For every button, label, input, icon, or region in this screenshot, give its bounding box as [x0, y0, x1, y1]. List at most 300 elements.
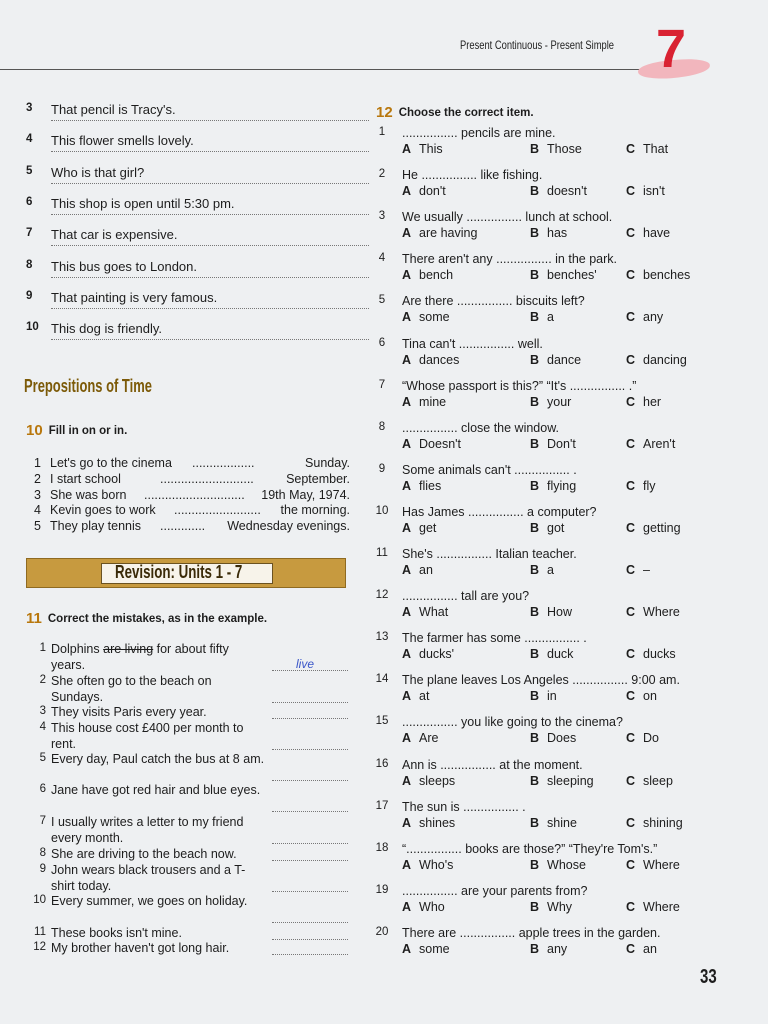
item-number: 7 [39, 815, 46, 827]
item-number: 8 [378, 420, 386, 433]
item-number: 7 [26, 227, 33, 240]
option-letter: C [626, 605, 636, 620]
option-text: Those [547, 142, 582, 156]
option-letter: C [626, 310, 636, 325]
mistake-sentence [51, 941, 266, 957]
item-number: 17 [375, 799, 389, 812]
option-letter: C [626, 689, 636, 704]
option-c [626, 816, 683, 830]
option-c [626, 647, 676, 661]
answer-line [272, 780, 348, 781]
option-letter: C [626, 941, 636, 956]
item-number: 15 [375, 715, 389, 728]
option-text: mine [419, 394, 447, 409]
mistake-sentence [51, 783, 266, 799]
option-text: in [547, 689, 557, 704]
sentence-part: I usually writes a letter to my friend every month. [51, 815, 244, 845]
header-title: Present Continuous - Present Simple [460, 38, 615, 52]
option-text: a [547, 310, 554, 325]
option-b [530, 647, 573, 661]
answer-line [272, 860, 348, 861]
sentence-start: I start school [50, 471, 121, 486]
option-b [530, 353, 581, 367]
option-c [626, 353, 687, 367]
option-b [530, 479, 576, 493]
option-text: That [643, 142, 669, 156]
option-letter: A [402, 899, 412, 914]
option-b [530, 816, 577, 830]
item-number: 12 [33, 941, 46, 953]
mistake-sentence [51, 894, 266, 910]
option-a [402, 605, 448, 619]
sentence-text: This bus goes to London. [51, 258, 197, 274]
item-number: 4 [34, 503, 41, 518]
question-text: He ................ like fishing. [402, 168, 543, 183]
option-text: isn't [643, 184, 665, 199]
item-number: 5 [378, 294, 386, 307]
option-b [530, 605, 572, 619]
answer-line [51, 116, 369, 121]
item-number: 14 [375, 673, 389, 686]
option-a [402, 563, 433, 577]
option-letter: B [530, 605, 540, 620]
sentence-part: These books isn't mine. [51, 926, 182, 940]
option-c [626, 689, 657, 703]
option-text: dancing [643, 352, 687, 367]
option-letter: B [530, 184, 540, 199]
option-letter: C [626, 563, 636, 577]
sentence-text: This flower smells lovely. [51, 133, 194, 149]
option-text: Whose [547, 857, 586, 872]
option-a [402, 395, 446, 409]
option-letter: A [402, 773, 412, 788]
item-number: 3 [26, 102, 33, 114]
option-b [530, 774, 594, 788]
option-text: are having [419, 226, 478, 241]
sentence-part: John wears black trousers and a T-shirt today. [51, 863, 246, 893]
option-text: getting [643, 520, 681, 535]
page-number: 33 [700, 966, 717, 988]
option-letter: A [402, 689, 412, 704]
item-number: 3 [378, 210, 386, 223]
option-a [402, 774, 455, 788]
option-letter: C [626, 394, 636, 409]
option-text: get [419, 520, 437, 535]
option-letter: C [626, 815, 636, 830]
answer-line [272, 749, 348, 750]
item-number: 4 [378, 252, 386, 265]
option-letter: B [530, 773, 540, 788]
sentence-part: Jane have got red hair and blue eyes. [51, 783, 261, 797]
item-number: 2 [34, 471, 41, 486]
item-number: 2 [378, 168, 386, 181]
option-text: benches [643, 268, 691, 283]
sentence-part: She are driving to the beach now. [51, 847, 237, 861]
option-text: an [643, 941, 657, 956]
unit-badge [630, 19, 714, 86]
option-c [626, 268, 690, 282]
item-number: 10 [33, 894, 46, 906]
answer-dots: ............. [160, 519, 206, 534]
option-text: dance [547, 352, 582, 367]
option-letter: B [530, 436, 540, 451]
sentence-part: My brother haven't got long hair. [51, 941, 230, 955]
item-number: 9 [39, 863, 46, 875]
option-text: Where [643, 605, 680, 620]
option-text: benches' [547, 268, 597, 283]
question-text: ................ close the window. [402, 420, 560, 435]
answer-line [272, 922, 348, 923]
option-text: bench [419, 268, 454, 283]
option-letter: C [626, 436, 636, 451]
item-number: 5 [26, 164, 33, 177]
item-number: 1 [39, 642, 46, 654]
option-text: duck [547, 647, 574, 662]
option-letter: B [530, 941, 540, 956]
exercise-11-instruction: Correct the mistakes, as in the example. [47, 613, 268, 625]
item-number: 8 [39, 847, 46, 859]
option-letter: C [626, 731, 636, 746]
sentence-end: 19th May, 1974. [261, 487, 350, 502]
option-text: shining [643, 815, 683, 830]
option-letter: C [626, 268, 636, 283]
item-number: 6 [378, 336, 386, 349]
option-a [402, 226, 477, 240]
mistake-sentence [51, 752, 266, 768]
option-text: flies [419, 478, 442, 493]
option-text: Are [419, 731, 439, 746]
option-letter: B [530, 815, 540, 830]
item-number: 20 [375, 925, 389, 938]
option-c [626, 605, 680, 619]
option-letter: B [530, 857, 540, 872]
option-text: Doesn't [419, 436, 462, 451]
exercise-10-heading [26, 422, 127, 439]
example-answer: live [296, 657, 315, 671]
option-letter: C [626, 226, 636, 241]
option-text: any [547, 941, 568, 956]
option-text: got [547, 520, 565, 535]
option-letter: A [402, 184, 412, 199]
question-text: ................ you like going to the cinema? [402, 715, 623, 730]
option-a [402, 521, 436, 535]
option-letter: C [626, 184, 636, 199]
mistake-sentence [51, 674, 266, 705]
item-number: 4 [26, 133, 33, 146]
question-text: The sun is ................ . [402, 799, 526, 814]
sentence-start: Kevin goes to work [50, 503, 156, 518]
option-letter: A [402, 857, 412, 872]
sentence-part: This house cost £400 per month to rent. [51, 721, 244, 751]
option-letter: C [626, 773, 636, 788]
revision-title: Revision: Units 1 - 7 [115, 562, 243, 582]
answer-line [51, 241, 369, 246]
option-text: Where [643, 857, 680, 872]
option-letter: A [402, 647, 412, 662]
item-number: 13 [375, 631, 389, 644]
option-letter: A [402, 268, 412, 283]
question-text: There are ................ apple trees in the garden. [402, 925, 661, 940]
option-text: dances [419, 352, 460, 367]
option-a [402, 858, 453, 872]
item-number: 12 [375, 589, 389, 602]
fill-in-item [34, 456, 350, 472]
option-letter: B [530, 226, 540, 241]
answer-line [272, 954, 348, 955]
option-letter: B [530, 142, 540, 156]
exercise-10-instruction: Fill in on or in. [48, 425, 128, 437]
option-letter: A [402, 394, 412, 409]
option-letter: C [626, 899, 636, 914]
item-number: 3 [39, 705, 46, 717]
item-number: 5 [34, 519, 41, 534]
option-letter: B [530, 310, 540, 325]
sentence-text: That car is expensive. [51, 227, 178, 243]
option-text: Do [643, 731, 660, 746]
option-b [530, 268, 597, 282]
option-b [530, 689, 557, 703]
option-b [530, 226, 567, 240]
option-letter: B [530, 478, 540, 493]
exercise-10-number: 10 [26, 422, 43, 439]
option-letter: A [402, 731, 412, 746]
item-number: 16 [375, 757, 389, 770]
sentence-part: She often go to the beach on Sundays. [51, 674, 212, 704]
option-b [530, 900, 572, 914]
answer-line [272, 718, 348, 719]
option-a [402, 310, 450, 324]
answer-dots: ............................. [144, 487, 245, 502]
question-text: ................ are your parents from? [402, 883, 588, 898]
option-text: sleeps [419, 773, 456, 788]
page-header [0, 0, 768, 90]
option-letter: B [530, 268, 540, 283]
option-text: Don't [547, 436, 576, 451]
option-b [530, 142, 582, 156]
option-text: at [419, 689, 430, 704]
item-number: 10 [26, 321, 39, 334]
exercise-12-instruction: Choose the correct item. [398, 107, 534, 119]
option-text: Aren't [643, 436, 676, 451]
item-number: 11 [376, 547, 388, 559]
question-text: We usually ................ lunch at school. [402, 210, 613, 225]
answer-line [51, 179, 369, 184]
option-a [402, 479, 441, 493]
answer-line [51, 335, 369, 340]
mistake-sentence [51, 705, 266, 721]
option-letter: C [626, 142, 636, 156]
option-text: on [643, 689, 657, 704]
option-c [626, 858, 680, 872]
mistake-sentence [51, 926, 266, 942]
item-number: 4 [39, 721, 46, 733]
option-a [402, 647, 454, 661]
option-text: some [419, 310, 450, 325]
sentence-start: She was born [50, 487, 127, 502]
option-text: What [419, 605, 449, 620]
option-letter: A [402, 605, 412, 620]
item-number: 10 [375, 504, 389, 517]
option-b [530, 942, 567, 956]
exercise-12-heading [376, 104, 534, 121]
option-text: sleeping [547, 773, 594, 788]
option-b [530, 858, 586, 872]
option-a [402, 731, 438, 745]
option-letter: C [626, 520, 636, 535]
mistake-sentence [51, 721, 266, 752]
item-number: 6 [39, 783, 46, 795]
option-text: some [419, 941, 450, 956]
option-c [626, 226, 670, 240]
item-number: 19 [375, 883, 389, 896]
header-rule [0, 69, 640, 70]
sentence-part: for about fifty years. [51, 642, 229, 672]
option-letter: A [402, 226, 412, 241]
answer-line [51, 147, 369, 152]
option-letter: C [626, 647, 636, 662]
sentence-part: Dolphins [51, 642, 104, 656]
option-letter: C [626, 478, 636, 493]
option-text: her [643, 394, 662, 409]
answer-line [272, 843, 348, 844]
fill-in-item [34, 503, 350, 519]
sentence-text: That pencil is Tracy's. [51, 102, 176, 117]
question-text: There aren't any ................ in the park. [402, 252, 617, 267]
option-c [626, 437, 675, 451]
prepositions-title: Prepositions of Time [24, 376, 152, 396]
option-letter: B [530, 520, 540, 535]
question-text: The farmer has some ................ . [402, 631, 587, 646]
item-number: 2 [39, 674, 46, 686]
option-text: How [547, 605, 573, 620]
unit-number: 7 [656, 19, 687, 79]
option-b [530, 731, 576, 745]
option-letter: A [402, 310, 412, 325]
option-letter: A [402, 352, 412, 367]
option-a [402, 942, 450, 956]
option-text: – [643, 563, 650, 577]
question-text: Are there ................ biscuits left? [402, 294, 585, 309]
item-number: 18 [375, 841, 389, 854]
sentence-end: September. [286, 471, 350, 486]
mistake-sentence [51, 815, 266, 846]
sentence-end: Sunday. [305, 456, 350, 470]
sentence-text: This shop is open until 5:30 pm. [51, 195, 235, 211]
option-text: This [419, 142, 443, 156]
option-text: your [547, 394, 572, 409]
item-number: 11 [34, 926, 46, 938]
option-text: shine [547, 815, 577, 830]
item-number: 5 [39, 752, 46, 764]
option-text: Why [547, 899, 573, 914]
option-b [530, 395, 571, 409]
answer-dots: ......................... [174, 503, 261, 518]
question-text: ................ tall are you? [402, 589, 530, 604]
mistake-sentence [51, 847, 266, 863]
item-number: 6 [26, 195, 33, 208]
option-a [402, 268, 453, 282]
item-number: 9 [378, 462, 386, 475]
option-text: any [643, 310, 664, 325]
question-text: Has James ................ a computer? [402, 504, 597, 519]
option-text: sleep [643, 773, 673, 788]
option-letter: B [530, 731, 540, 746]
option-letter: B [530, 647, 540, 662]
option-a [402, 900, 445, 914]
option-a [402, 142, 443, 156]
sentence-part: Every day, Paul catch the bus at 8 am. [51, 752, 265, 766]
item-number: 7 [378, 378, 386, 391]
answer-line [272, 891, 348, 892]
option-text: doesn't [547, 184, 587, 199]
item-number: 3 [34, 487, 41, 502]
question-text: Some animals can't ................ . [402, 462, 577, 477]
fill-in-item [34, 472, 350, 488]
option-letter: A [402, 941, 412, 956]
question-text: ................ pencils are mine. [402, 126, 556, 140]
revision-banner [26, 558, 346, 588]
option-letter: B [530, 689, 540, 704]
mistake-sentence [51, 863, 266, 894]
answer-dots: ........................... [160, 471, 254, 486]
option-c [626, 184, 665, 198]
option-c [626, 900, 680, 914]
option-text: has [547, 226, 568, 241]
option-b [530, 521, 564, 535]
sentence-text: Who is that girl? [51, 164, 145, 180]
option-c [626, 563, 650, 577]
option-a [402, 816, 455, 830]
question-text: The plane leaves Los Angeles ................ 9:00 am. [402, 673, 680, 688]
option-letter: A [402, 436, 412, 451]
sentence-start: Let's go to the cinema [50, 456, 172, 470]
option-a [402, 184, 446, 198]
option-c [626, 774, 673, 788]
answer-line [272, 811, 348, 812]
answer-line [51, 304, 369, 309]
mistake-sentence [51, 642, 266, 673]
option-text: fly [643, 478, 656, 493]
option-text: have [643, 226, 671, 241]
option-a [402, 353, 459, 367]
option-text: Who's [419, 857, 454, 872]
option-a [402, 437, 461, 451]
item-number: 9 [26, 289, 33, 302]
question-text: “................ books are those?” “They're Tom's.” [402, 841, 658, 856]
option-letter: A [402, 142, 412, 156]
option-b [530, 310, 554, 324]
option-c [626, 395, 661, 409]
exercise-11-heading [26, 610, 267, 627]
option-text: Does [547, 731, 577, 746]
option-letter: A [402, 478, 412, 493]
sentence-start: They play tennis [50, 519, 142, 534]
sentence-part: Every summer, we goes on holiday. [51, 894, 248, 908]
item-number: 1 [34, 456, 41, 470]
fill-in-item [34, 519, 350, 535]
item-number: 1 [378, 126, 386, 138]
question-text: Tina can't ................ well. [402, 336, 543, 351]
sentence-text: This dog is friendly. [51, 321, 163, 337]
question-text: She's ................ Italian teacher. [402, 547, 577, 561]
option-text: ducks [643, 647, 676, 662]
exercise-12-number: 12 [376, 104, 393, 121]
item-number: 8 [26, 258, 33, 271]
option-text: a [547, 563, 554, 577]
option-text: Where [643, 899, 680, 914]
option-c [626, 731, 659, 745]
option-letter: B [530, 352, 540, 367]
